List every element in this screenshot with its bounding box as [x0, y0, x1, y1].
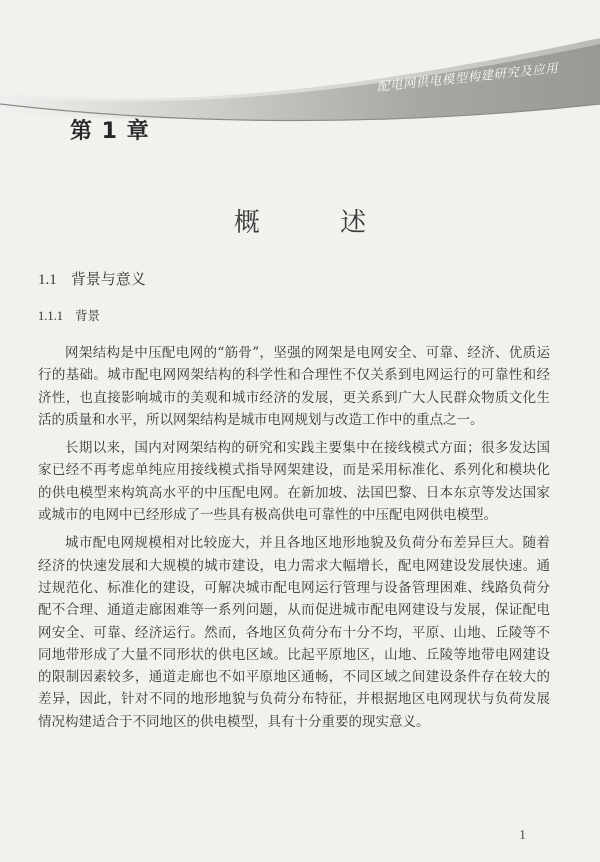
- running-header: 配电网供电模型构建研究及应用: [376, 60, 559, 94]
- subsection-heading: [38, 306, 100, 324]
- chapter-title: 概 述: [233, 208, 403, 238]
- section-number: 1.1: [38, 272, 57, 288]
- paragraph: 长期以来，国内对网架结构的研究和实践主要集中在接线模式方面；很多发达国家已经不再考虑单纯应用接线模式指导网架建设，而是采用标准化、系列化和模块化的供电模型来构筑高水平的中压配电网。在新加坡、法国巴黎、日本东京等发达国家或城市的电网中已经形成了一些具有极高供电可靠性的中压配电网供电模型。: [38, 440, 550, 524]
- section-heading: [38, 268, 146, 289]
- paragraph: 网架结构是中压配电网的“筋骨”，坚强的网架是电网安全、可靠、经济、优质运行的基础。城市配电网网架结构的科学性和合理性不仅关系到电网运行的可靠性和经济性，也直接影响城市的美观和城市经济的发展，更关系到广大人民群众物质文化生活的质量和水平，所以网架结构是城市电网规划与改造工作中的重点之一。: [38, 345, 550, 428]
- chapter-label: 第 1 章: [70, 119, 150, 144]
- subsection-title: 背景: [75, 308, 101, 323]
- body-text: [38, 342, 550, 739]
- paragraph: 城市配电网规模相对比较庞大，并且各地区地形地貌及负荷分布差异巨大。随着经济的快速发展和大规模的城市建设，电力需求大幅增长，配电网建设发展快速。通过规范化、标准化的建设，可解决城市配电网运行管理与设备管理困难、线路负荷分配不合理、通道走廊困难等一系列问题，从而促进城市配电网建设与发展，保证配电网安全、可靠、经济运行。然而，各地区负荷分布十分不均，平原、山地、丘陵等不同地带形成了大量不同形状的供电区域。比起平原地区，山地、丘陵等地带电网建设的限制因素较多，通道走廊也不如平原地区通畅，不同区域之间建设条件存在较大的差异，因此，针对不同的地形地貌与负荷分布特征，并根据地区电网现状与负荷发展情况构建适合于不同地区的供电模型，具有十分重要的现实意义。: [38, 535, 550, 730]
- chapter-header-banner: [0, 0, 600, 160]
- section-title: 背景与意义: [70, 270, 146, 288]
- page-number: 1: [519, 828, 526, 843]
- subsection-number: 1.1.1: [38, 309, 63, 323]
